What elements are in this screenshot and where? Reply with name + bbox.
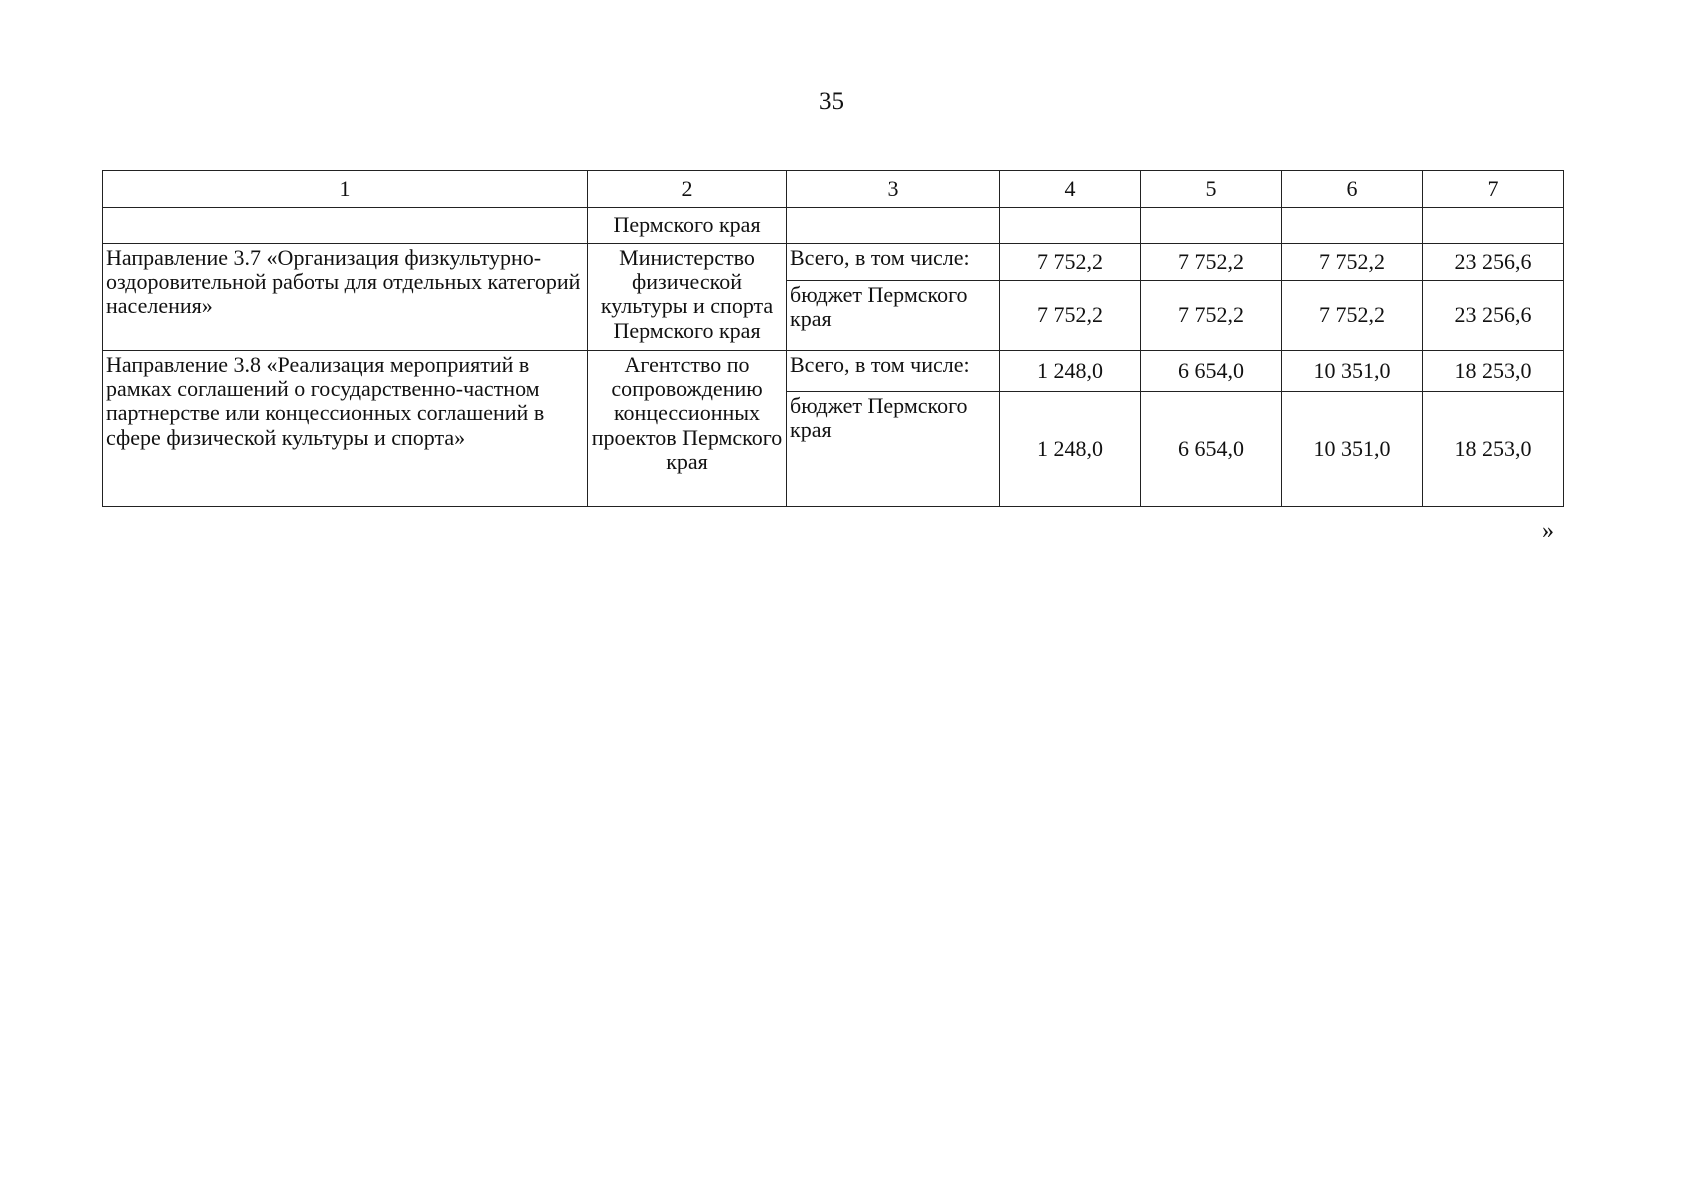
value-cell: 7 752,2	[1141, 244, 1282, 281]
value-cell: 7 752,2	[1000, 281, 1141, 351]
value-cell: 7 752,2	[1141, 281, 1282, 351]
value-cell: 7 752,2	[1000, 244, 1141, 281]
executor-cell: Агентство по сопровождению концессионных проектов Пермского края	[588, 351, 787, 507]
source-cell: бюджет Пермского края	[787, 281, 1000, 351]
column-number: 4	[1000, 171, 1141, 208]
page-number: 35	[819, 88, 844, 115]
source-cell: Всего, в том числе:	[787, 244, 1000, 281]
value-cell: 6 654,0	[1141, 392, 1282, 507]
table-row	[103, 351, 1564, 392]
executor-cell: Министерство физической культуры и спорта Пермского края	[588, 244, 787, 351]
value-cell: 7 752,2	[1282, 244, 1423, 281]
column-number: 6	[1282, 171, 1423, 208]
value-cell: 23 256,6	[1423, 281, 1564, 351]
source-cell: бюджет Пермского края	[787, 392, 1000, 507]
column-number: 5	[1141, 171, 1282, 208]
column-number: 1	[103, 171, 588, 208]
table-cell	[1423, 208, 1564, 244]
direction-cell: Направление 3.7 «Организация физкультурно-оздоровительной работы для отдельных категорий населения»	[103, 244, 588, 351]
closing-quote: »	[1542, 518, 1554, 544]
executor-continued: Пермского края	[588, 208, 787, 244]
column-number-row	[103, 171, 1564, 208]
column-number: 7	[1423, 171, 1564, 208]
table-row	[103, 244, 1564, 281]
value-cell: 1 248,0	[1000, 392, 1141, 507]
table-cell	[1000, 208, 1141, 244]
column-number: 3	[787, 171, 1000, 208]
continued-row	[103, 208, 1564, 244]
table-cell	[1282, 208, 1423, 244]
value-cell: 18 253,0	[1423, 351, 1564, 392]
value-cell: 6 654,0	[1141, 351, 1282, 392]
value-cell: 18 253,0	[1423, 392, 1564, 507]
value-cell: 10 351,0	[1282, 351, 1423, 392]
table-cell	[103, 208, 588, 244]
table-cell	[1141, 208, 1282, 244]
table-cell	[787, 208, 1000, 244]
direction-cell: Направление 3.8 «Реализация мероприятий в рамках соглашений о государственно-частном партнерстве или концессионных соглашений в сфере физической культуры и спорта»	[103, 351, 588, 507]
column-number: 2	[588, 171, 787, 208]
source-cell: Всего, в том числе:	[787, 351, 1000, 392]
value-cell: 10 351,0	[1282, 392, 1423, 507]
value-cell: 1 248,0	[1000, 351, 1141, 392]
value-cell: 23 256,6	[1423, 244, 1564, 281]
budget-table	[102, 170, 1564, 507]
value-cell: 7 752,2	[1282, 281, 1423, 351]
